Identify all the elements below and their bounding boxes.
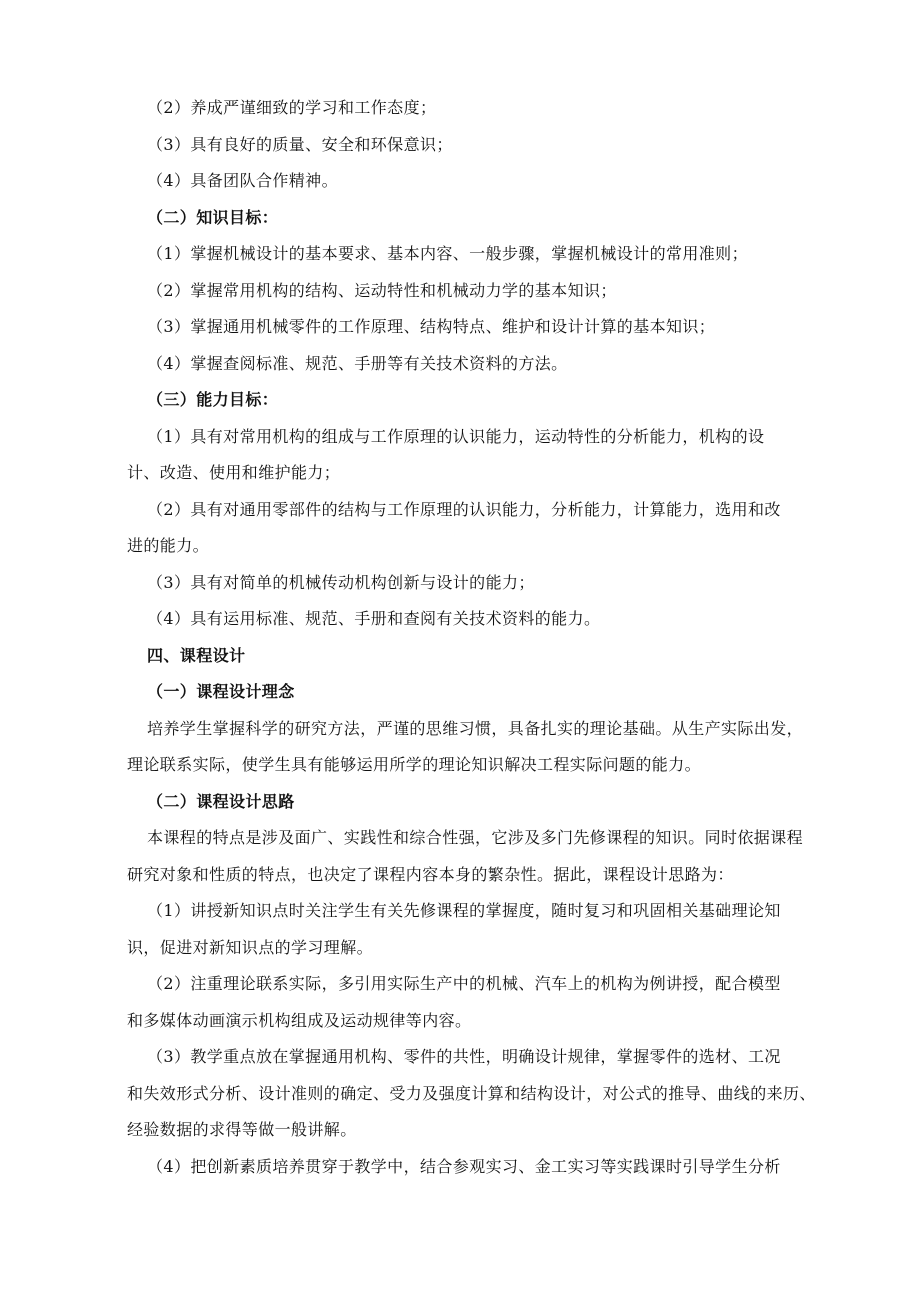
section-heading: （二）知识目标：: [147, 207, 279, 227]
text-line: （3）教学重点放在掌握通用机构、零件的共性，明确设计规律，掌握零件的选材、工况: [147, 1047, 781, 1066]
text-line: （3）具有良好的质量、安全和环保意识；: [147, 134, 453, 154]
text-line: 本课程的特点是涉及面广、实践性和综合性强，它涉及多门先修课程的知识。同时依据课程: [147, 828, 804, 847]
text-line: 进的能力。: [127, 536, 210, 555]
text-line: （1）掌握机械设计的基本要求、基本内容、一般步骤，掌握机械设计的常用准则；: [147, 244, 748, 263]
section-heading: （一）课程设计理念: [147, 682, 295, 701]
text-line: 经验数据的求得等做一般讲解。: [127, 1120, 357, 1139]
text-line: 识，促进对新知识点的学习理解。: [127, 937, 374, 957]
text-line: （3）掌握通用机械零件的工作原理、结构特点、维护和设计计算的基本知识；: [147, 317, 716, 336]
text-line: （1）具有对常用机构的组成与工作原理的认识能力，运动特性的分析能力，机构的设: [147, 426, 765, 446]
text-line: 和失效形式分析、设计准则的确定、受力及强度计算和结构设计，对公式的推导、曲线的来历、: [127, 1083, 816, 1103]
text-line: （2）掌握常用机构的结构、运动特性和机械动力学的基本知识；: [147, 280, 617, 300]
text-line: （2）具有对通用零部件的结构与工作原理的认识能力，分析能力，计算能力，选用和改: [147, 499, 781, 519]
section-heading: （二）课程设计思路: [147, 791, 295, 811]
text-line: （4）把创新素质培养贯穿于教学中，结合参观实习、金工实习等实践课时引导学生分析: [147, 1156, 781, 1176]
text-line: （4）具备团队合作精神。: [147, 171, 338, 190]
text-line: （2）注重理论联系实际，多引用实际生产中的机械、汽车上的机构为例讲授，配合模型: [147, 974, 781, 993]
document-body: [127, 90, 817, 1185]
chapter-heading: 四、课程设计: [147, 645, 246, 665]
text-line: 理论联系实际，使学生具有能够运用所学的理论知识解决工程实际问题的能力。: [127, 755, 702, 774]
text-line: 计、改造、使用和维护能力；: [127, 463, 341, 482]
section-heading: （三）能力目标：: [147, 390, 279, 409]
text-line: （4）具有运用标准、规范、手册和查阅有关技术资料的能力。: [147, 609, 601, 628]
text-line: （2）养成严谨细致的学习和工作态度；: [147, 98, 437, 117]
text-line: （4）掌握查阅标准、规范、手册等有关技术资料的方法。: [147, 353, 568, 373]
text-line: 和多媒体动画演示机构组成及运动规律等内容。: [127, 1010, 472, 1030]
text-line: （3）具有对简单的机械传动机构创新与设计的能力；: [147, 572, 535, 592]
text-line: 研究对象和性质的特点，也决定了课程内容本身的繁杂性。据此，课程设计思路为：: [127, 864, 734, 884]
text-line: （1）讲授新知识点时关注学生有关先修课程的掌握度，随时复习和巩固相关基础理论知: [147, 901, 781, 920]
text-line: 培养学生掌握科学的研究方法，严谨的思维习惯，具备扎实的理论基础。从生产实际出发，: [147, 718, 804, 738]
